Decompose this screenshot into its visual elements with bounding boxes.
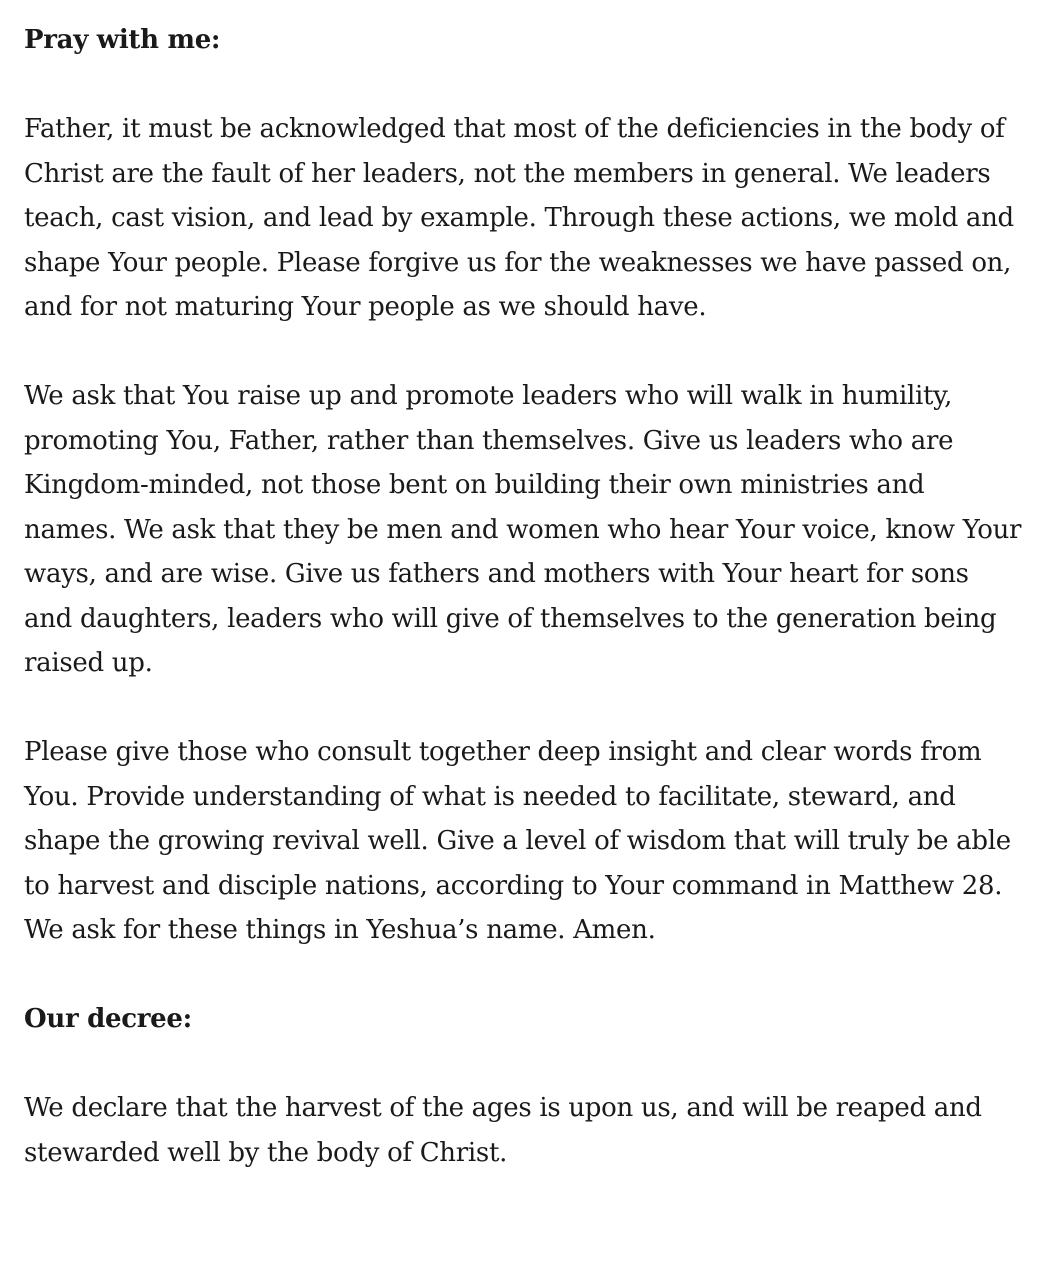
spacer [24,1042,1024,1087]
spacer [24,63,1024,108]
spacer [24,686,1024,731]
spacer [24,330,1024,375]
prayer-paragraph-1: Father, it must be acknowledged that most of the deficiencies in the body of Christ are the fault of her leaders, not the members in general. We leaders teach, cast vision, and lead by example. Through these actions, we mold and shape Your people. Please forgive us for the weaknesses we have passed on, and for not maturing Your people as we should have. [24,114,1014,322]
decree-paragraph-1: We declare that the harvest of the ages is upon us, and will be reaped and stewarded well by the body of Christ. [24,1093,982,1168]
document-page [24,18,1024,1175]
prayer-paragraph-2: We ask that You raise up and promote leaders who will walk in humility, promoting You, Father, rather than themselves. Give us leaders who are Kingdom-minded, not those bent on building their own ministries and names. We ask that they be men and women who hear Your voice, know Your ways, and are wise. Give us fathers and mothers with Your heart for sons and daughters, leaders who will give of themselves to the generation being raised up. [24,381,1022,678]
prayer-heading: Pray with me: [24,25,221,55]
decree-heading: Our decree: [24,1004,192,1034]
spacer [24,953,1024,998]
prayer-paragraph-3: Please give those who consult together deep insight and clear words from You. Provide understanding of what is needed to facilitate, steward, and shape the growing revival well. Give a level of wisdom that will truly be able to harvest and disciple nations, according to Your command in Matthew 28. We ask for these things in Yeshua’s name. Amen. [24,737,1011,945]
